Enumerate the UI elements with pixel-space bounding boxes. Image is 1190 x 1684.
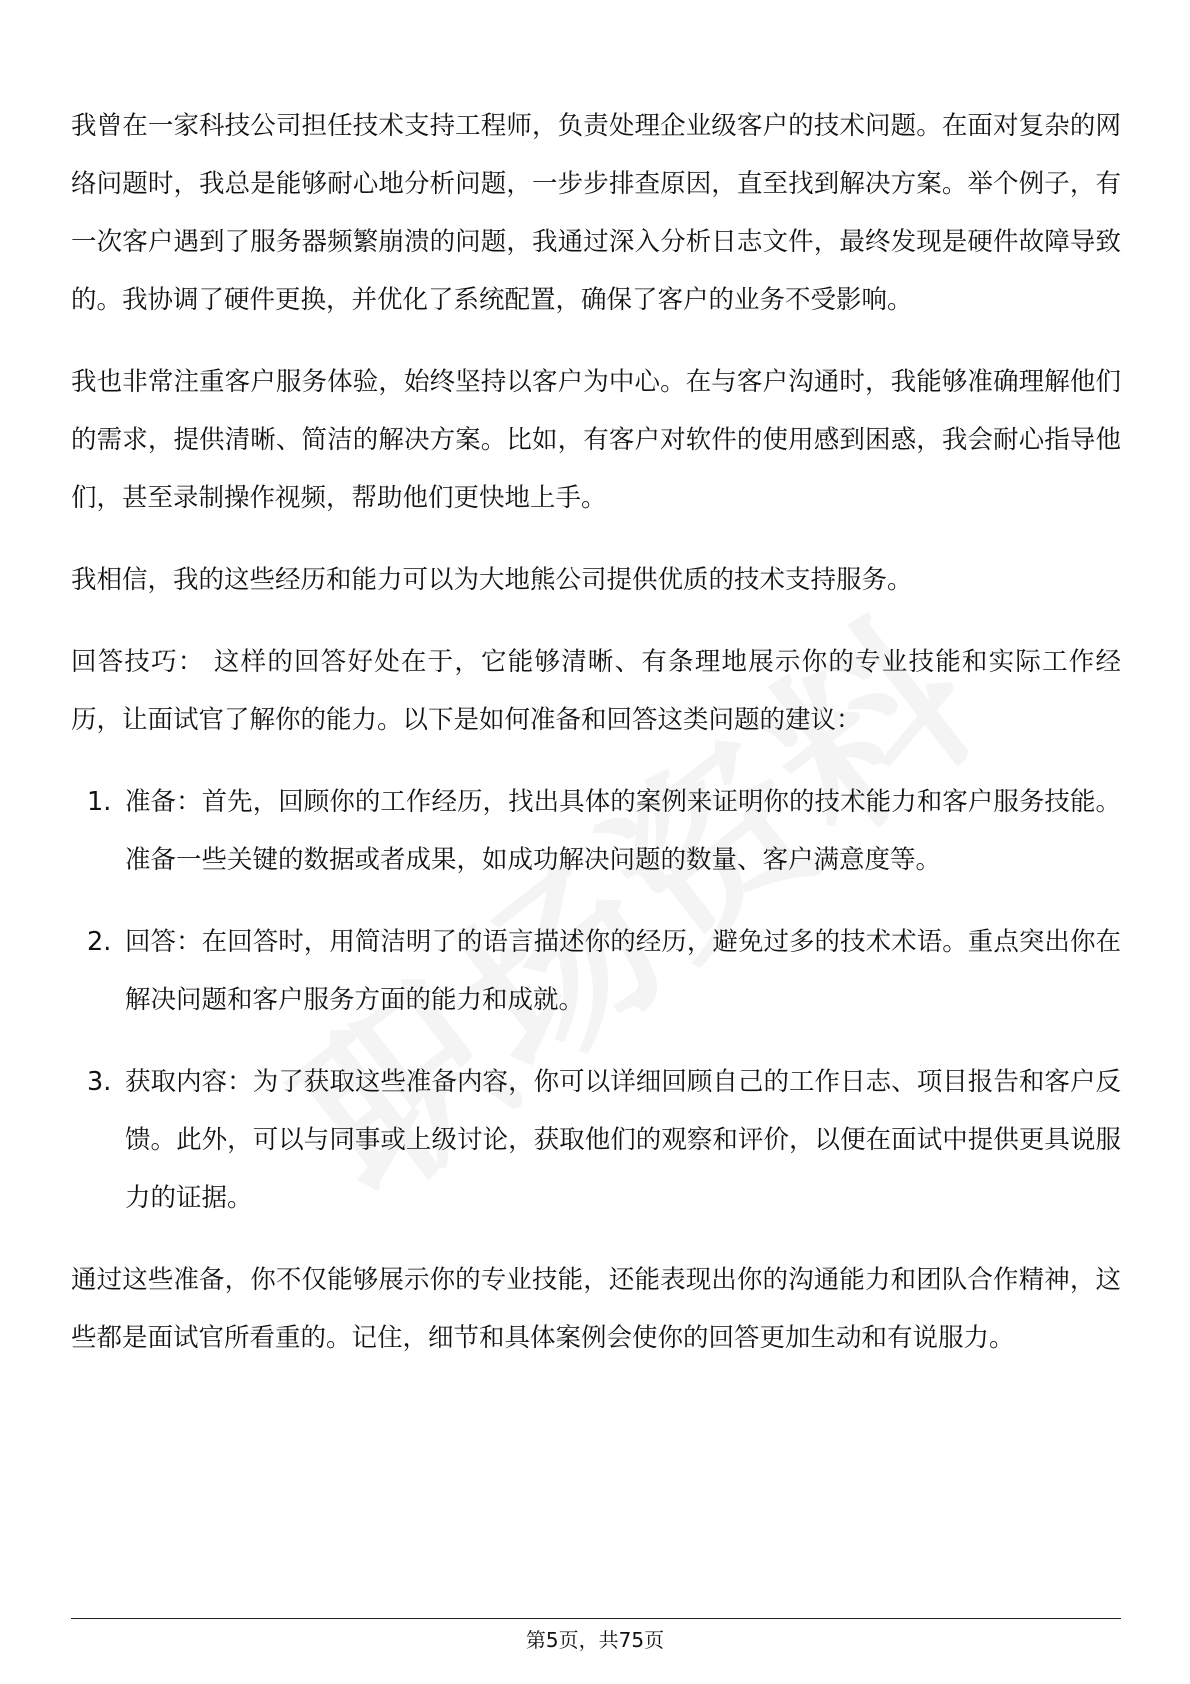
list-item bbox=[71, 1053, 1121, 1227]
page-number: 第5页，共75页 bbox=[525, 1628, 665, 1652]
list-item-text: 回答：在回答时，用简洁明了的语言描述你的经历，避免过多的技术术语。重点突出你在解决问题和客户服务方面的能力和成就。 bbox=[125, 927, 1121, 1015]
list-item-number: 1. bbox=[87, 787, 112, 817]
list-item-text: 准备：首先，回顾你的工作经历，找出具体的案例来证明你的技术能力和客户服务技能。准备一些关键的数据或者成果，如成功解决问题的数量、客户满意度等。 bbox=[125, 787, 1121, 875]
tips-list bbox=[71, 773, 1121, 1227]
list-item bbox=[71, 773, 1121, 889]
list-item-text: 获取内容：为了获取这些准备内容，你可以详细回顾自己的工作日志、项目报告和客户反馈。此外，可以与同事或上级讨论，获取他们的观察和评价，以便在面试中提供更具说服力的证据。 bbox=[125, 1067, 1121, 1213]
list-item bbox=[71, 913, 1121, 1029]
answer-paragraph-1: 我曾在一家科技公司担任技术支持工程师，负责处理企业级客户的技术问题。在面对复杂的网络问题时，我总是能够耐心地分析问题，一步步排查原因，直至找到解决方案。举个例子，有一次客户遇到了服务器频繁崩溃的问题，我通过深入分析日志文件，最终发现是硬件故障导致的。我协调了硬件更换，并优化了系统配置，确保了客户的业务不受影响。 bbox=[71, 111, 1121, 315]
list-item-number: 2. bbox=[87, 927, 112, 957]
page-content bbox=[71, 97, 1121, 1391]
closing-paragraph: 通过这些准备，你不仅能够展示你的专业技能，还能表现出你的沟通能力和团队合作精神，这些都是面试官所看重的。记住，细节和具体案例会使你的回答更加生动和有说服力。 bbox=[71, 1265, 1121, 1353]
answer-paragraph-2: 我也非常注重客户服务体验，始终坚持以客户为中心。在与客户沟通时，我能够准确理解他们的需求，提供清晰、简洁的解决方案。比如，有客户对软件的使用感到困惑，我会耐心指导他们，甚至录制操作视频，帮助他们更快地上手。 bbox=[71, 367, 1121, 513]
footer-divider bbox=[71, 1618, 1121, 1619]
answer-paragraph-3: 我相信，我的这些经历和能力可以为大地熊公司提供优质的技术支持服务。 bbox=[71, 565, 913, 595]
tips-intro-paragraph: 回答技巧： 这样的回答好处在于，它能够清晰、有条理地展示你的专业技能和实际工作经历，让面试官了解你的能力。以下是如何准备和回答这类问题的建议： bbox=[71, 647, 1121, 735]
list-item-number: 3. bbox=[87, 1067, 112, 1097]
